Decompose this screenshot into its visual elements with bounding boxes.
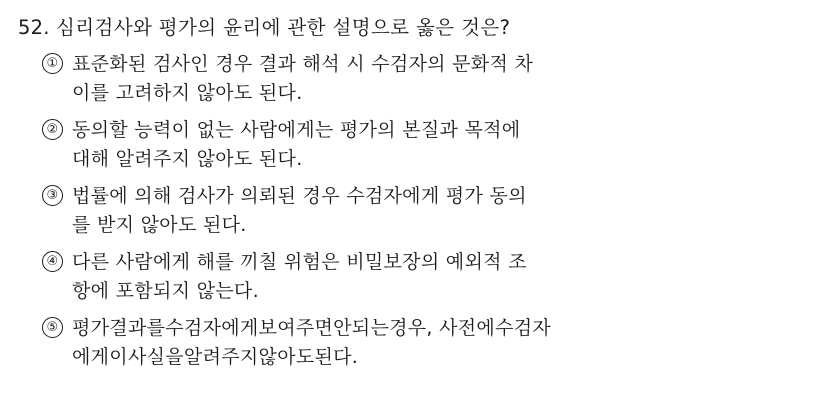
choice-list	[18, 50, 808, 371]
choice-text-4	[72, 248, 772, 305]
choice-option-3[interactable]	[42, 182, 808, 239]
choice-line: 이를 고려하지 않아도 된다.	[72, 81, 303, 104]
choice-line: 법률에 의해 검사가 의뢰된 경우 수검자에게 평가 동의	[72, 185, 527, 208]
choice-text-2	[72, 116, 772, 173]
choice-line: 다른 사람에게 해를 끼칠 위험은 비밀보장의 예외적 조	[72, 251, 527, 274]
choice-text-1	[72, 50, 772, 107]
choice-option-1[interactable]	[42, 50, 808, 107]
question-number: 52.	[18, 16, 50, 39]
choice-text-5	[72, 314, 772, 371]
choice-line: 를 받지 않아도 된다.	[72, 213, 247, 236]
choice-marker-3-icon: ③	[42, 185, 63, 206]
choice-option-5[interactable]	[42, 314, 808, 371]
choice-line: 대해 알려주지 않아도 된다.	[72, 147, 303, 170]
question-stem	[18, 14, 808, 42]
choice-line: 항에 포함되지 않는다.	[72, 279, 259, 302]
choice-line: 평가결과를수검자에게보여주면안되는경우, 사전에수검자	[72, 317, 552, 340]
choice-marker-2-icon: ②	[42, 119, 63, 140]
question-text: 심리검사와 평가의 윤리에 관한 설명으로 옳은 것은?	[56, 16, 511, 39]
choice-marker-5-icon: ⑤	[42, 317, 63, 338]
choice-line: 표준화된 검사인 경우 결과 해석 시 수검자의 문화적 차	[72, 53, 534, 76]
choice-marker-4-icon: ④	[42, 251, 63, 272]
choice-option-2[interactable]	[42, 116, 808, 173]
choice-option-4[interactable]	[42, 248, 808, 305]
choice-line: 동의할 능력이 없는 사람에게는 평가의 본질과 목적에	[72, 119, 521, 142]
choice-marker-1-icon: ①	[42, 53, 63, 74]
choice-text-3	[72, 182, 772, 239]
choice-line: 에게이사실을알려주지않아도된다.	[72, 345, 359, 368]
